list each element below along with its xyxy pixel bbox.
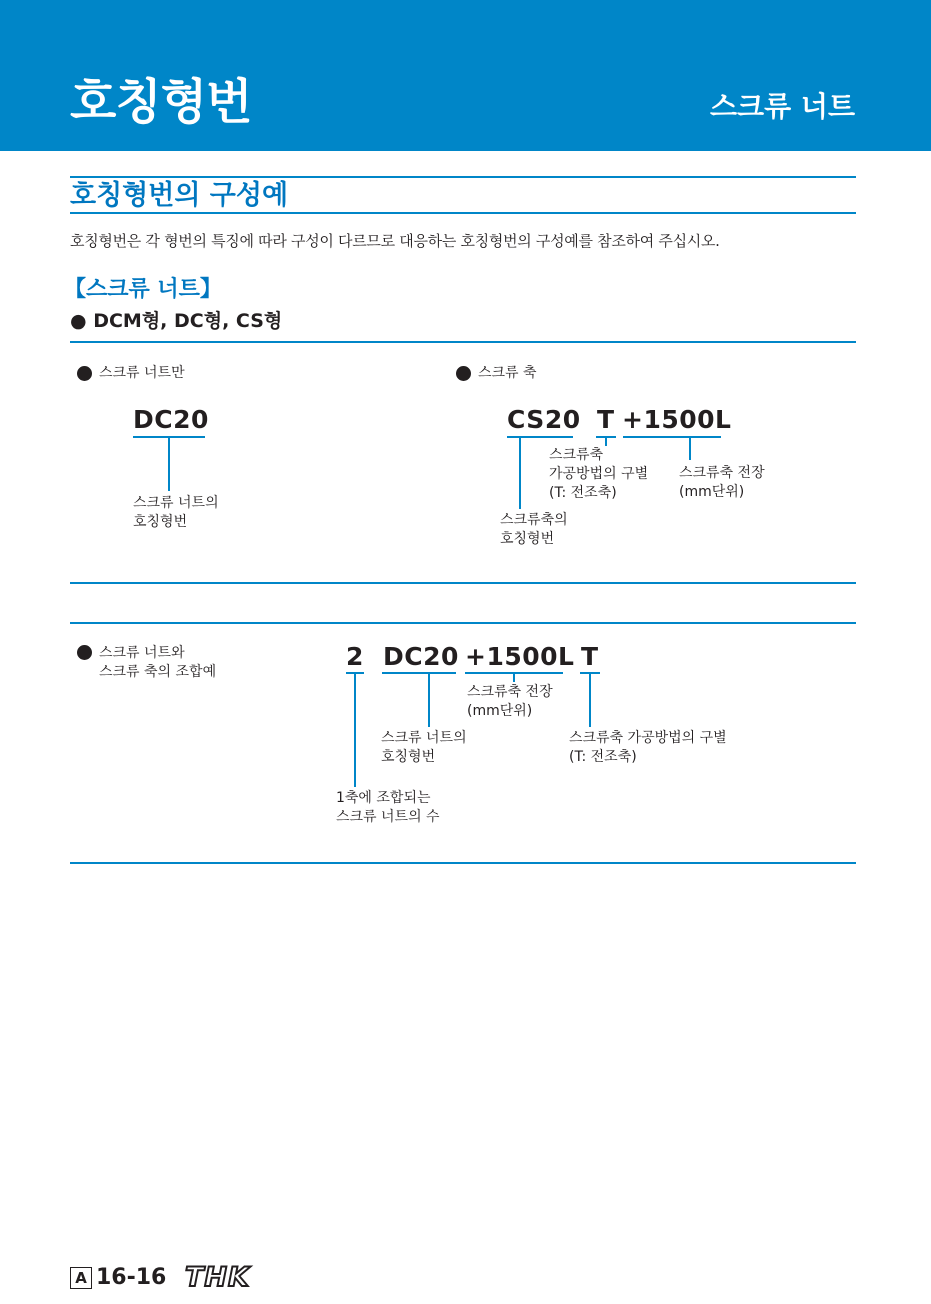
product-heading: 【스크류 너트】 (64, 277, 222, 302)
shaft-length-label-1: 스크류축 전장 (679, 465, 765, 481)
leader-line (519, 436, 521, 509)
page-category: 스크류 너트 (710, 90, 855, 123)
leader-line (689, 436, 691, 460)
heading-top-rule (70, 176, 856, 178)
combo-length-label-2: (mm단위) (467, 703, 533, 719)
example-nut-label-1: 스크류 너트의 (133, 495, 219, 511)
leader-line (428, 672, 430, 727)
example-nut-title: 스크류 너트만 (99, 365, 185, 381)
example-shaft-code-part1: CS20 (507, 405, 581, 434)
leader-line (513, 672, 515, 682)
combo-count-label-2: 스크류 너트의 수 (336, 809, 440, 825)
example-shaft-code-part2: T (597, 405, 615, 434)
example-shaft-code-part3: +1500L (622, 405, 732, 434)
code-underline (507, 436, 573, 438)
leader-line (605, 436, 607, 446)
combo-method-label-1: 스크류축 가공방법의 구별 (569, 730, 727, 746)
leader-line (354, 672, 356, 787)
shaft-method-label-2: 가공방법의 구별 (549, 466, 649, 482)
example-combo-code-part1: 2 (346, 642, 364, 671)
model-types: ● DCM형, DC형, CS형 (70, 310, 283, 332)
section-letter-box: A (70, 1267, 92, 1289)
shaft-method-label-3: (T: 전조축) (549, 485, 617, 501)
bullet-icon (77, 645, 92, 660)
example-nut-label-2: 호칭형번 (133, 514, 188, 530)
code-underline (382, 672, 456, 674)
page-title: 호칭형번 (70, 74, 252, 130)
combo-length-label-1: 스크류축 전장 (467, 684, 553, 700)
combo-method-label-2: (T: 전조축) (569, 749, 637, 765)
example-nut-code: DC20 (133, 405, 209, 434)
shaft-code-label-2: 호칭형번 (500, 531, 555, 547)
example-combo-code-part3: +1500L (465, 642, 575, 671)
shaft-code-label-1: 스크류축의 (500, 512, 568, 528)
example-combo-code-part4: T (581, 642, 599, 671)
divider-2 (70, 582, 856, 584)
example-shaft-title: 스크류 축 (478, 365, 537, 381)
leader-line (589, 672, 591, 727)
example-combo-title-2: 스크류 축의 조합예 (99, 664, 217, 680)
bullet-icon (77, 366, 92, 381)
code-underline (623, 436, 721, 438)
combo-nut-label-1: 스크류 너트의 (381, 730, 467, 746)
divider-1 (70, 341, 856, 343)
heading-bottom-rule (70, 212, 856, 214)
shaft-length-label-2: (mm단위) (679, 484, 745, 500)
example-combo-title-1: 스크류 너트와 (99, 645, 185, 661)
combo-nut-label-2: 호칭형번 (381, 749, 436, 765)
intro-text: 호칭형번은 각 형번의 특징에 따라 구성이 다르므로 대응하는 호칭형번의 구성예를 참조하여 주십시오. (70, 232, 720, 250)
section-heading: 호칭형번의 구성예 (70, 180, 289, 211)
brand-logo: THK (185, 1262, 250, 1293)
bullet-icon (456, 366, 471, 381)
combo-count-label-1: 1축에 조합되는 (336, 790, 431, 806)
page-number: 16-16 (96, 1265, 167, 1290)
divider-3 (70, 622, 856, 624)
leader-line (168, 436, 170, 491)
divider-4 (70, 862, 856, 864)
shaft-method-label-1: 스크류축 (549, 447, 604, 463)
example-combo-code-part2: DC20 (383, 642, 459, 671)
